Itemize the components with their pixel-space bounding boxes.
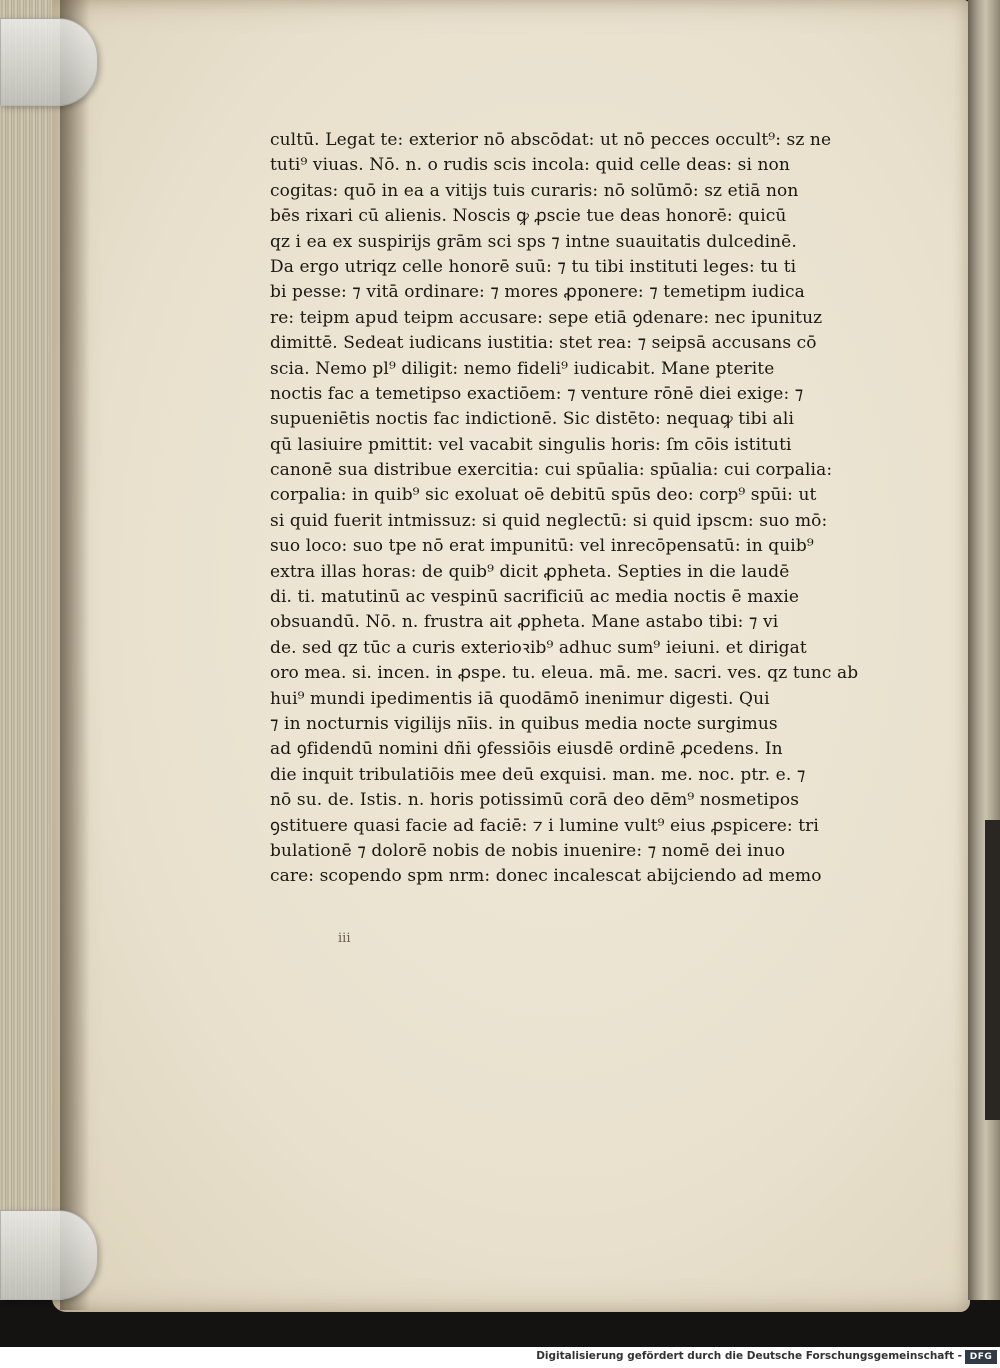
text-line: qz i ea ex suspirijs grām sci sps ⁊ intne suauitatis dulcedinē. bbox=[270, 231, 797, 252]
text-line: ⁊ in nocturnis vigilijs nīis. in quibus media nocte surgimus bbox=[270, 713, 778, 734]
book-clamp-top bbox=[0, 18, 98, 106]
text-line: nō su. de. Istis. n. horis potissimū corā deo dēm⁹ nosmetipos bbox=[270, 790, 800, 811]
text-line: si quid fuerit intmissuz: si quid neglectū: si quid ipscm: suo mō: bbox=[270, 510, 828, 531]
printed-text-block bbox=[270, 128, 880, 890]
text-line: dimittē. Sedeat iudicans iustitia: stet rea: ⁊ seipsā accusans cō bbox=[270, 333, 817, 354]
text-line: canonē sua distribue exercitia: cui spūalia: spūalia: cui corpalia: bbox=[270, 460, 833, 481]
text-line: oro mea. si. incen. in ꝓspe. tu. eleua. mā. me. sacri. ves. qz tunc ab bbox=[270, 663, 859, 684]
text-line: tuti⁹ viuas. Nō. n. o rudis scis incola: quid celle deas: si non bbox=[270, 155, 790, 176]
text-line: cogitas: quō in ea a vitijs tuis curaris: nō solūmō: sz etiā non bbox=[270, 180, 799, 201]
book-clamp-bottom bbox=[0, 1210, 98, 1300]
text-line: obsuandū. Nō. n. frustra ait ꝓpheta. Mane astabo tibi: ⁊ vi bbox=[270, 612, 779, 633]
signature-mark: iii bbox=[338, 931, 351, 946]
text-line: noctis fac a temetipso exactiōem: ⁊ venture rōnē diei exige: ⁊ bbox=[270, 383, 804, 404]
text-line: hui⁹ mundi ipedimentis iā quodāmō inenimur digesti. Qui bbox=[270, 688, 770, 709]
text-line: die inquit tribulatiōis mee deū exquisi. man. me. noc. ptr. e. ⁊ bbox=[270, 764, 806, 785]
text-line: Da ergo utriqz celle honorē suū: ⁊ tu tibi instituti leges: tu ti bbox=[270, 256, 797, 277]
text-line: scia. Nemo pl⁹ diligit: nemo fideli⁹ iudicabit. Mane pterite bbox=[270, 358, 775, 379]
footer-bar bbox=[0, 1347, 1000, 1368]
text-line: ad ꝯfidendū nomini dñi ꝯfessiōis eiusdē ordinē ꝓcedens. In bbox=[270, 739, 783, 760]
text-line: qū lasiuire pmittit: vel vacabit singulis horis: ſm cōis istituti bbox=[270, 434, 792, 455]
text-line: bulationē ⁊ dolorē nobis de nobis inuenire: ⁊ nomē dei inuo bbox=[270, 840, 786, 861]
text-line: di. ti. matutinū ac vespinū sacrificiū ac media noctis ē maxie bbox=[270, 587, 800, 608]
text-line: extra illas horas: de quib⁹ dicit ꝓpheta. Septies in die laudē bbox=[270, 561, 790, 582]
text-line: cultū. Legat te: exterior nō abscōdat: ut nō pecces occult⁹: sz ne bbox=[270, 130, 832, 150]
text-line: re: teipm apud teipm accusare: sepe etiā ꝯdenare: nec ipunituz bbox=[270, 307, 823, 328]
dfg-logo-icon: DFG bbox=[965, 1350, 997, 1364]
text-line: de. sed qz tūc a curis exterioꝛib⁹ adhuc sum⁹ ieiuni. et dirigat bbox=[270, 637, 807, 658]
text-line: care: scopendo spm nrm: donec incalescat abijciendo ad memo bbox=[270, 866, 822, 887]
text-line: ꝯstituere quasi facie ad faciē: ⁊ i lumine vult⁹ eius ꝓspicere: tri bbox=[270, 815, 819, 836]
text-line: bēs rixari cū alienis. Noscis ꝙ ꝓscie tue deas honorē: quicū bbox=[270, 206, 787, 227]
text-line: bi pesse: ⁊ vitā ordinare: ⁊ mores ꝓponere: ⁊ temetipm iudica bbox=[270, 282, 805, 303]
text-line: corpalia: in quib⁹ sic exoluat oē debitū spūs deo: corp⁹ spūi: ut bbox=[270, 485, 817, 506]
text-line: suo loco: suo tpe nō erat impunitū: vel inrecōpensatū: in quib⁹ bbox=[270, 536, 814, 557]
text-line: supueniētis noctis fac indictionē. Sic distēto: nequaꝙ tibi ali bbox=[270, 409, 794, 430]
funding-credit: Digitalisierung gefördert durch die Deutsche Forschungsgemeinschaft - bbox=[536, 1350, 962, 1362]
gutter-shadow bbox=[60, 0, 90, 1310]
book-right-edge-shadow bbox=[985, 820, 1000, 1120]
